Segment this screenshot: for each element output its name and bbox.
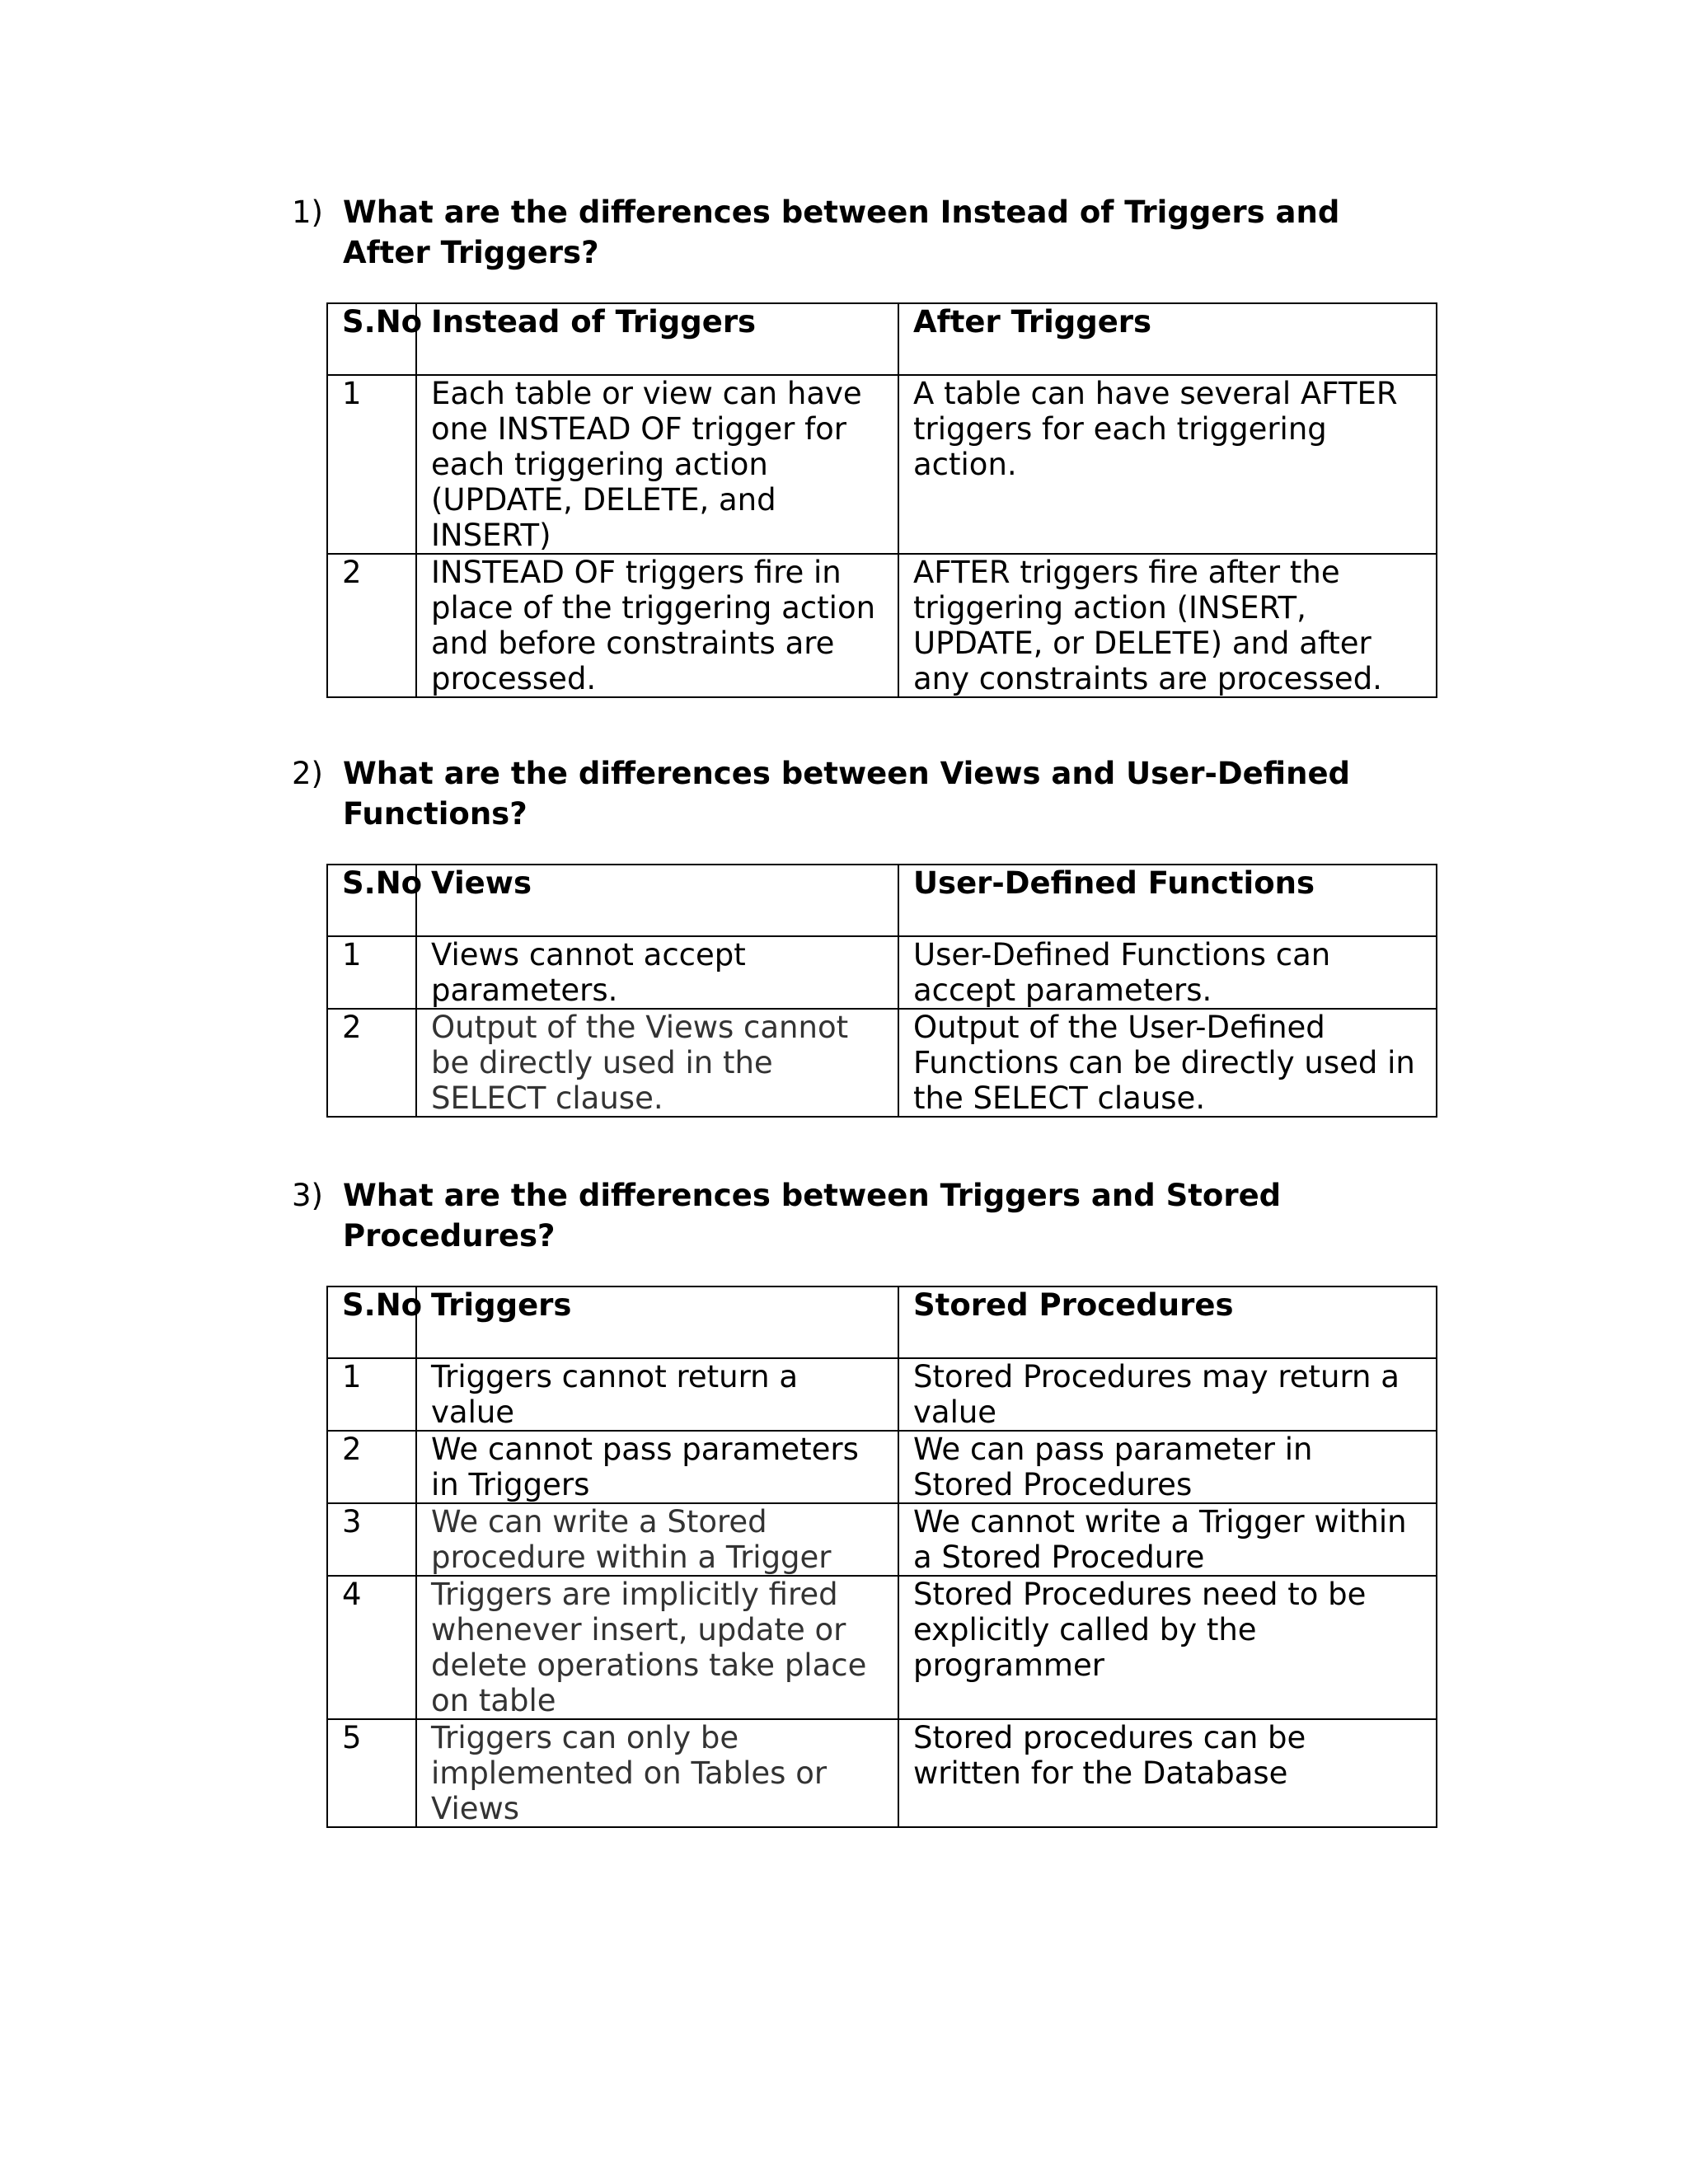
- table-row: [327, 1009, 1437, 1117]
- cell-col-a: We can write a Stored procedure within a Trigger: [416, 1503, 898, 1576]
- cell-col-a: Triggers can only be implemented on Tables or Views: [416, 1719, 898, 1827]
- header-col-a: Views: [416, 865, 898, 936]
- table-row: [327, 1576, 1437, 1719]
- cell-sno: 2: [327, 1431, 416, 1503]
- question-title: What are the differences between Triggers and Stored Procedures?: [343, 1178, 1282, 1254]
- cell-col-b: User-Defined Functions can accept parameters.: [898, 936, 1437, 1009]
- cell-col-b: Output of the User-Defined Functions can be directly used in the SELECT clause.: [898, 1009, 1437, 1117]
- cell-col-b: Stored Procedures need to be explicitly called by the programmer: [898, 1576, 1437, 1719]
- cell-col-a: Triggers cannot return a value: [416, 1358, 898, 1431]
- header-sno: S.No: [327, 865, 416, 936]
- cell-sno: 4: [327, 1576, 416, 1719]
- table-row: [327, 554, 1437, 697]
- cell-sno: 1: [327, 1358, 416, 1431]
- cell-col-b: Stored procedures can be written for the Database: [898, 1719, 1437, 1827]
- cell-sno: 1: [327, 375, 416, 554]
- header-col-b: After Triggers: [898, 303, 1437, 375]
- header-col-a: Triggers: [416, 1286, 898, 1358]
- question-number: 1): [292, 194, 323, 230]
- table-row: [327, 1719, 1437, 1827]
- cell-col-a: Each table or view can have one INSTEAD OF trigger for each triggering action (UPDATE, DELETE, and INSERT): [416, 375, 898, 554]
- question-title: What are the differences between Views and User-Defined Functions?: [343, 756, 1351, 832]
- table-row: [327, 375, 1437, 554]
- table-header-row: [327, 1286, 1437, 1358]
- header-col-a: Instead of Triggers: [416, 303, 898, 375]
- cell-sno: 2: [327, 554, 416, 697]
- table-row: [327, 936, 1437, 1009]
- cell-sno: 2: [327, 1009, 416, 1117]
- cell-sno: 3: [327, 1503, 416, 1576]
- table-row: [327, 1503, 1437, 1576]
- cell-col-b: Stored Procedures may return a value: [898, 1358, 1437, 1431]
- cell-col-a: Views cannot accept parameters.: [416, 936, 898, 1009]
- cell-col-b: We can pass parameter in Stored Procedures: [898, 1431, 1437, 1503]
- question-number: 2): [292, 756, 323, 791]
- table-header-row: [327, 865, 1437, 936]
- header-sno: S.No: [327, 303, 416, 375]
- cell-col-a: We cannot pass parameters in Triggers: [416, 1431, 898, 1503]
- header-sno: S.No: [327, 1286, 416, 1358]
- cell-col-a: Triggers are implicitly fired whenever insert, update or delete operations take place on table: [416, 1576, 898, 1719]
- cell-col-a: INSTEAD OF triggers fire in place of the triggering action and before constraints are processed.: [416, 554, 898, 697]
- cell-sno: 1: [327, 936, 416, 1009]
- cell-col-a: Output of the Views cannot be directly used in the SELECT clause.: [416, 1009, 898, 1117]
- table-header-row: [327, 303, 1437, 375]
- table-row: [327, 1358, 1437, 1431]
- question-number: 3): [292, 1178, 323, 1213]
- cell-sno: 5: [327, 1719, 416, 1827]
- comparison-table-1: [326, 302, 1437, 698]
- header-col-b: User-Defined Functions: [898, 865, 1437, 936]
- question-title: What are the differences between Instead of Triggers and After Triggers?: [343, 194, 1340, 270]
- cell-col-b: AFTER triggers fire after the triggering action (INSERT, UPDATE, or DELETE) and after any constraints are processed.: [898, 554, 1437, 697]
- comparison-table-2: [326, 864, 1437, 1118]
- cell-col-b: A table can have several AFTER triggers for each triggering action.: [898, 375, 1437, 554]
- table-row: [327, 1431, 1437, 1503]
- cell-col-b: We cannot write a Trigger within a Stored Procedure: [898, 1503, 1437, 1576]
- header-col-b: Stored Procedures: [898, 1286, 1437, 1358]
- comparison-table-3: [326, 1286, 1437, 1828]
